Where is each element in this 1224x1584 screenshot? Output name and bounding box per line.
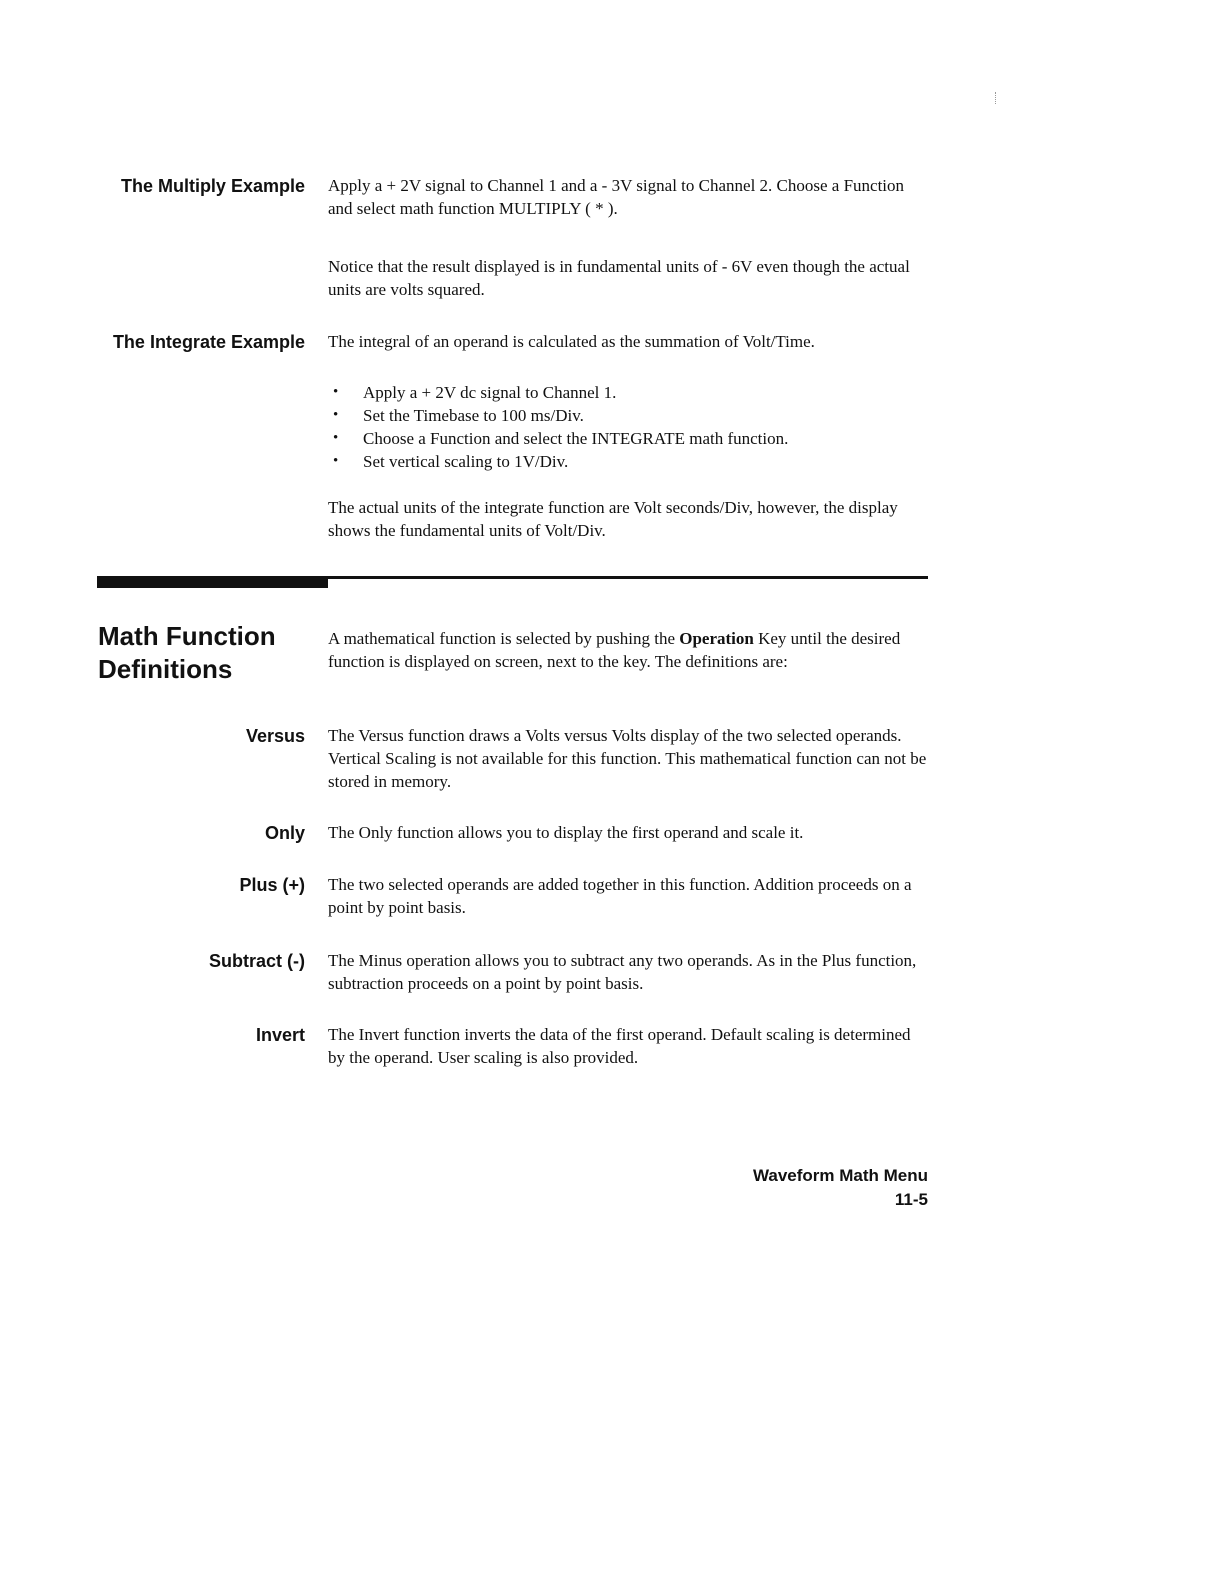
list-item: • Apply a + 2V dc signal to Channel 1. <box>328 381 928 404</box>
definition-only: The Only function allows you to display the first operand and scale it. <box>328 823 804 842</box>
scan-mark <box>995 92 998 104</box>
multiply-paragraph: Apply a + 2V signal to Channel 1 and a - 3V signal to Channel 2. Choose a Function and select math function MULTIPLY ( * ). <box>328 176 905 218</box>
definition-versus: The Versus function draws a Volts versus Volts display of the two selected operands. Vertical Scaling is not available for this function. This mathematical function can not be stored in memory. <box>328 726 927 791</box>
definitions-intro <box>328 627 928 673</box>
term-invert: Invert <box>255 1025 305 1045</box>
list-item: • Choose a Function and select the INTEGRATE math function. <box>328 427 928 450</box>
integrate-steps <box>328 381 928 473</box>
integrate-note: The actual units of the integrate function are Volt seconds/Div, however, the display shows the fundamental units of Volt/Div. <box>328 498 898 540</box>
definition-subtract: The Minus operation allows you to subtract any two operands. As in the Plus function, subtraction proceeds on a point by point basis. <box>328 951 917 993</box>
term-only: Only <box>264 823 305 843</box>
term-versus: Versus <box>245 726 305 746</box>
intro-text-after: Key until the desired function is displayed on screen, next to the key. The definitions are: <box>328 629 901 671</box>
intro-text-before: A mathematical function is selected by pushing the <box>328 629 680 648</box>
footer-section-name: Waveform Math Menu <box>752 1166 928 1185</box>
section-title-line1: Math Function <box>98 621 276 651</box>
term-plus: Plus (+) <box>239 875 305 895</box>
operation-key-name: Operation <box>679 629 754 648</box>
multiply-example-label: The Multiply Example <box>120 176 305 196</box>
section-divider-bar <box>97 577 328 588</box>
section-title <box>98 620 318 686</box>
page-number: 11-5 <box>894 1190 928 1209</box>
definition-invert: The Invert function inverts the data of the first operand. Default scaling is determined by the operand. User scaling is also provided. <box>328 1025 911 1067</box>
integrate-example-label: The Integrate Example <box>112 332 305 352</box>
list-item: • Set vertical scaling to 1V/Div. <box>328 450 928 473</box>
section-title-line2: Definitions <box>98 654 233 684</box>
list-item: • Set the Timebase to 100 ms/Div. <box>328 404 928 427</box>
definition-plus: The two selected operands are added together in this function. Addition proceeds on a point by point basis. <box>328 875 912 917</box>
term-subtract: Subtract (-) <box>209 951 305 971</box>
multiply-note: Notice that the result displayed is in fundamental units of - 6V even though the actual units are volts squared. <box>328 257 910 299</box>
integrate-intro: The integral of an operand is calculated as the summation of Volt/Time. <box>328 332 815 351</box>
